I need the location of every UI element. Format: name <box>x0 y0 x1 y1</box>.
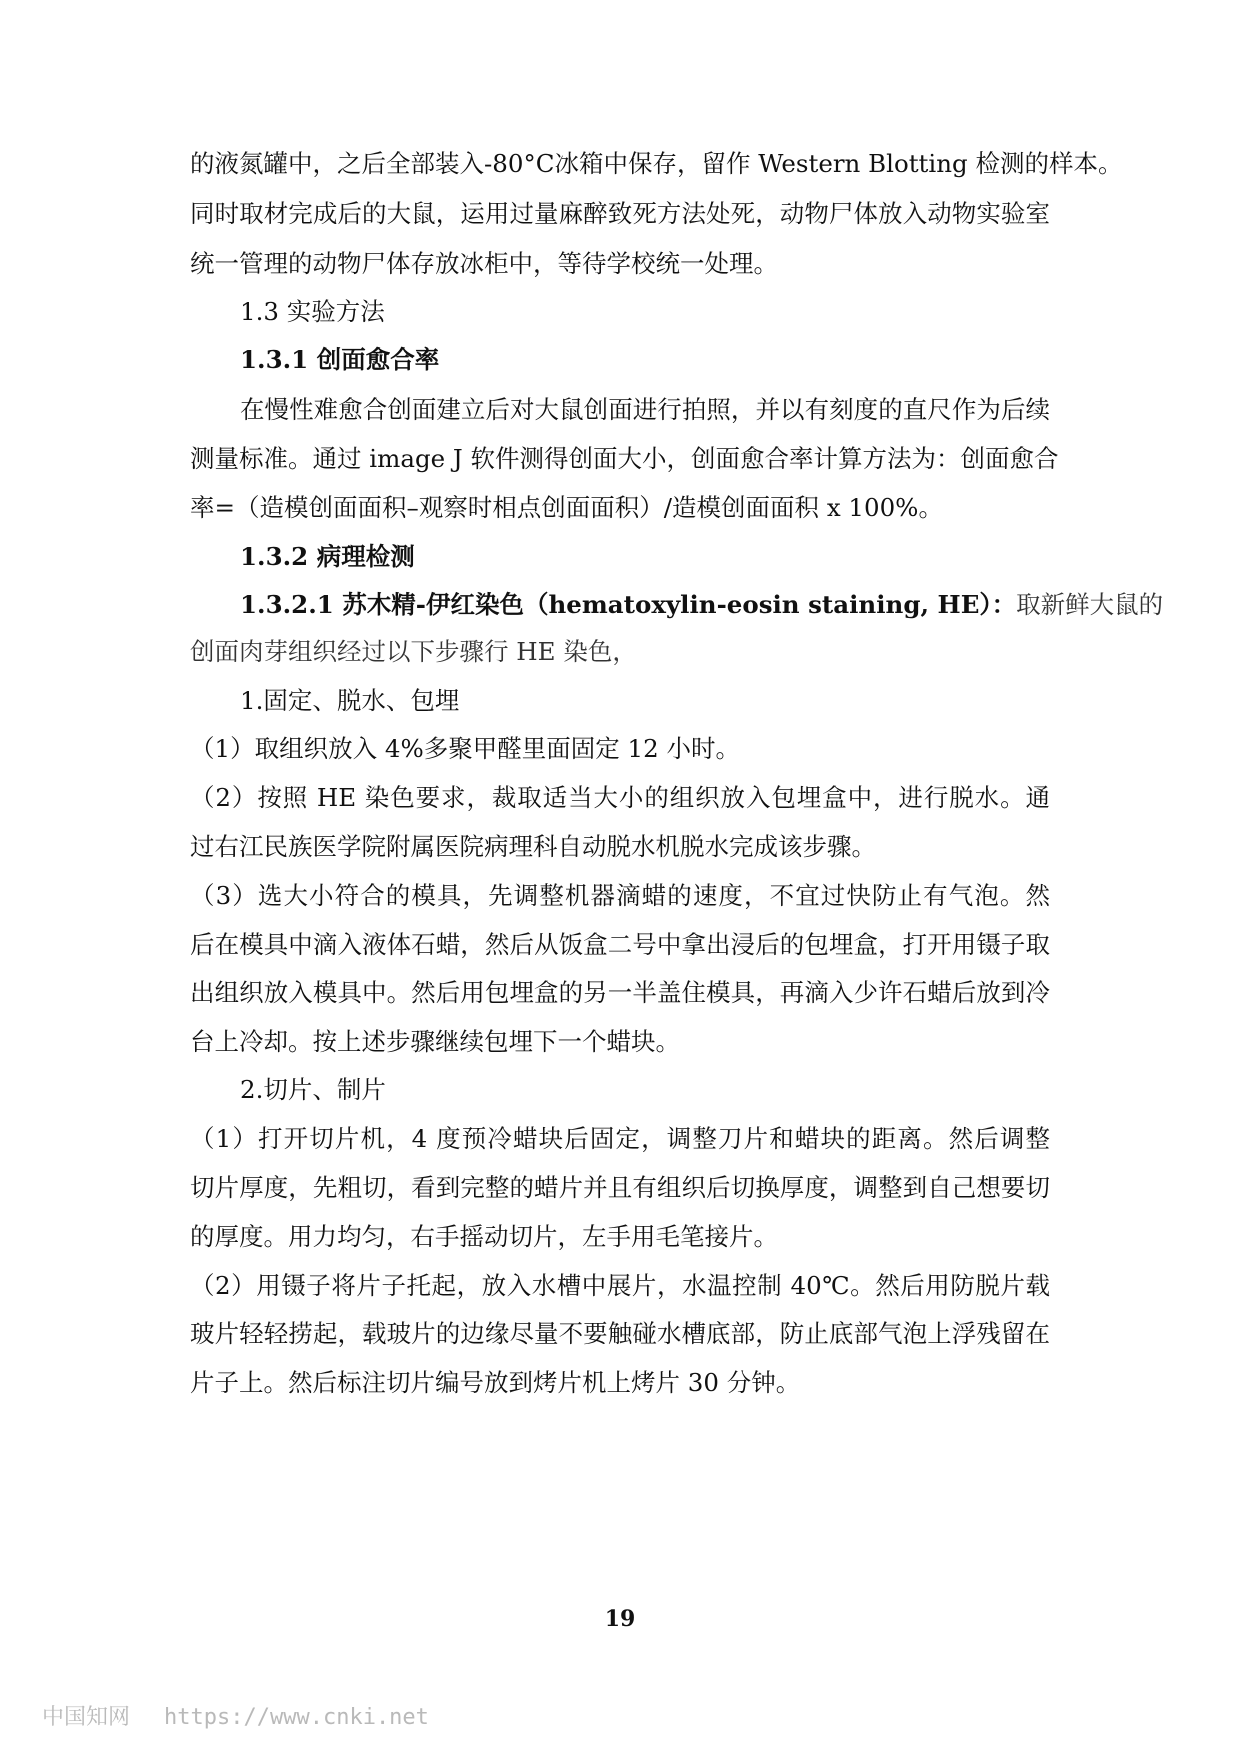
body-line: 在慢性难愈合创面建立后对大鼠创面进行拍照，并以有刻度的直尺作为后续 <box>240 395 1050 424</box>
body-line: 后在模具中滴入液体石蜡，然后从饭盒二号中拿出浸后的包埋盒，打开用镊子取 <box>190 930 1050 959</box>
cnki-watermark <box>42 1700 429 1731</box>
body-line: 过右江民族医学院附属医院病理科自动脱水机脱水完成该步骤。 <box>190 832 876 861</box>
body-line: 的厚度。用力均匀，右手摇动切片，左手用毛笔接片。 <box>190 1222 778 1251</box>
subsubsection-title: 1.3.2.1 苏木精-伊红染色（hematoxylin-eosin staining, HE）： <box>240 590 1017 619</box>
body-line: （1）取组织放入 4%多聚甲醛里面固定 12 小时。 <box>190 734 740 763</box>
watermark-url: https://www.cnki.net <box>164 1705 429 1730</box>
body-line: 片子上。然后标注切片编号放到烤片机上烤片 30 分钟。 <box>190 1368 801 1397</box>
body-line: 统一管理的动物尸体存放冰柜中，等待学校统一处理。 <box>190 249 778 278</box>
body-line: （3）选大小符合的模具，先调整机器滴蜡的速度，不宜过快防止有气泡。然 <box>190 881 1050 910</box>
body-line: 同时取材完成后的大鼠，运用过量麻醉致死方法处死，动物尸体放入动物实验室 <box>190 199 1050 228</box>
body-line: 创面肉芽组织经过以下步骤行 HE 染色， <box>190 637 637 666</box>
subsubsection-heading <box>240 589 1164 621</box>
body-line: 出组织放入模具中。然后用包埋盒的另一半盖住模具，再滴入少许石蜡后放到冷 <box>190 978 1050 1007</box>
subsection-heading: 1.3.1 创面愈合率 <box>240 345 440 374</box>
step-heading: 2.切片、制片 <box>240 1075 386 1104</box>
body-line: （2）用镊子将片子托起，放入水槽中展片，水温控制 40℃。然后用防脱片载 <box>190 1271 1050 1300</box>
body-line: 的液氮罐中，之后全部装入-80°C冰箱中保存，留作 Western Blotting 检测的样本。 <box>190 149 1123 178</box>
body-line: 测量标准。通过 image J 软件测得创面大小，创面愈合率计算方法为：创面愈合 <box>190 444 1059 473</box>
body-text-run: 取新鲜大鼠的 <box>1016 590 1164 619</box>
body-line: 台上冷却。按上述步骤继续包埋下一个蜡块。 <box>190 1027 680 1056</box>
body-line: 切片厚度，先粗切，看到完整的蜡片并且有组织后切换厚度，调整到自己想要切 <box>190 1173 1050 1202</box>
step-heading: 1.固定、脱水、包埋 <box>240 686 460 715</box>
body-line: 玻片轻轻捞起，载玻片的边缘尽量不要触碰水槽底部，防止底部气泡上浮残留在 <box>190 1319 1050 1348</box>
body-line: （2）按照 HE 染色要求，裁取适当大小的组织放入包埋盒中，进行脱水。通 <box>190 783 1050 812</box>
body-line: 率=（造模创面面积–观察时相点创面面积）/造模创面面积 x 100%。 <box>190 493 943 522</box>
section-heading: 1.3 实验方法 <box>240 297 385 326</box>
watermark-site-name: 中国知网 <box>42 1705 131 1730</box>
subsection-heading: 1.3.2 病理检测 <box>240 542 415 571</box>
page-number: 19 <box>604 1606 636 1632</box>
body-line: （1）打开切片机，4 度预冷蜡块后固定，调整刀片和蜡块的距离。然后调整 <box>190 1124 1050 1153</box>
